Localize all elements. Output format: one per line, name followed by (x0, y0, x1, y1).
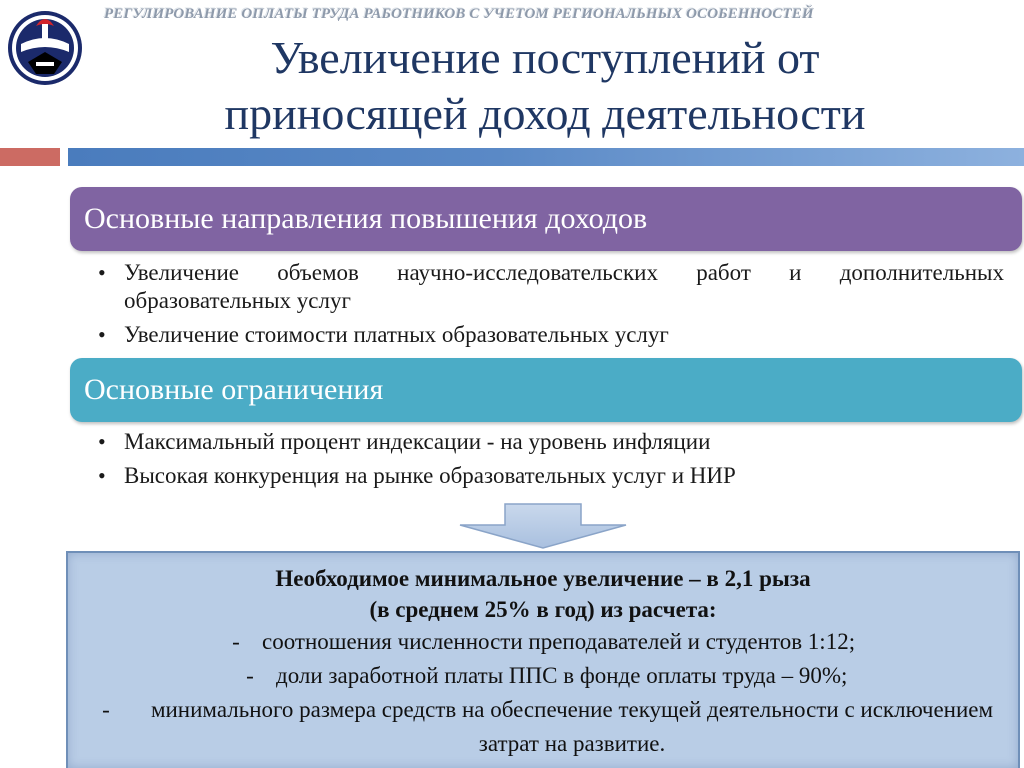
list-item (98, 462, 1004, 490)
bullet-text: Увеличение объемов научно-исследовательских работ и дополнительных образовательных услуг (124, 260, 1004, 313)
result-content (68, 563, 1018, 761)
bullet-list-constraints (98, 428, 1004, 496)
result-heading-line-1: Необходимое минимальное увеличение – в 2,1 рыза (275, 566, 811, 591)
dash-marker: - (102, 697, 110, 722)
title-line-2: приносящей доход деятельности (224, 88, 866, 139)
accent-bar-blue (68, 148, 1024, 166)
result-item (68, 625, 1018, 659)
section-heading-directions: Основные направления повышения доходов (70, 187, 1022, 251)
result-heading-line-2: (в среднем 25% в год) из расчета: (369, 597, 717, 622)
result-item-text: доли заработной платы ППС в фонде оплаты труда – 90%; (276, 663, 848, 688)
bullet-marker: • (98, 429, 106, 454)
bullet-marker: • (98, 260, 106, 285)
list-item (98, 321, 1004, 349)
bullet-text: Высокая конкуренция на рынке образовательных услуг и НИР (124, 463, 736, 488)
bullet-marker: • (98, 322, 106, 347)
result-item-text: минимального размера средств на обеспечение текущей деятельности с исключением затрат на развитие. (150, 697, 994, 756)
bullet-text: Увеличение стоимости платных образовательных услуг (124, 322, 669, 347)
page-title (150, 30, 940, 142)
bullet-marker: • (98, 463, 106, 488)
result-box (66, 551, 1020, 768)
section-heading-constraints: Основные ограничения (70, 358, 1022, 422)
result-item (68, 693, 1018, 761)
bullet-text: Максимальный процент индексации - на уровень инфляции (124, 429, 711, 454)
dash-marker: - (232, 629, 240, 654)
header-caption: РЕГУЛИРОВАНИЕ ОПЛАТЫ ТРУДА РАБОТНИКОВ С УЧЕТОМ РЕГИОНАЛЬНЫХ ОСОБЕННОСТЕЙ (104, 6, 814, 22)
result-item-text: соотношения численности преподавателей и студентов 1:12; (262, 629, 856, 654)
accent-bar-red (0, 148, 60, 166)
list-item (98, 428, 1004, 456)
list-item (98, 259, 1004, 315)
university-emblem-icon (6, 4, 84, 94)
dash-marker: - (246, 663, 254, 688)
result-item (68, 659, 1018, 693)
arrow-down-icon (458, 503, 628, 549)
bullet-list-directions (98, 259, 1004, 355)
title-line-1: Увеличение поступлений от (270, 32, 820, 83)
